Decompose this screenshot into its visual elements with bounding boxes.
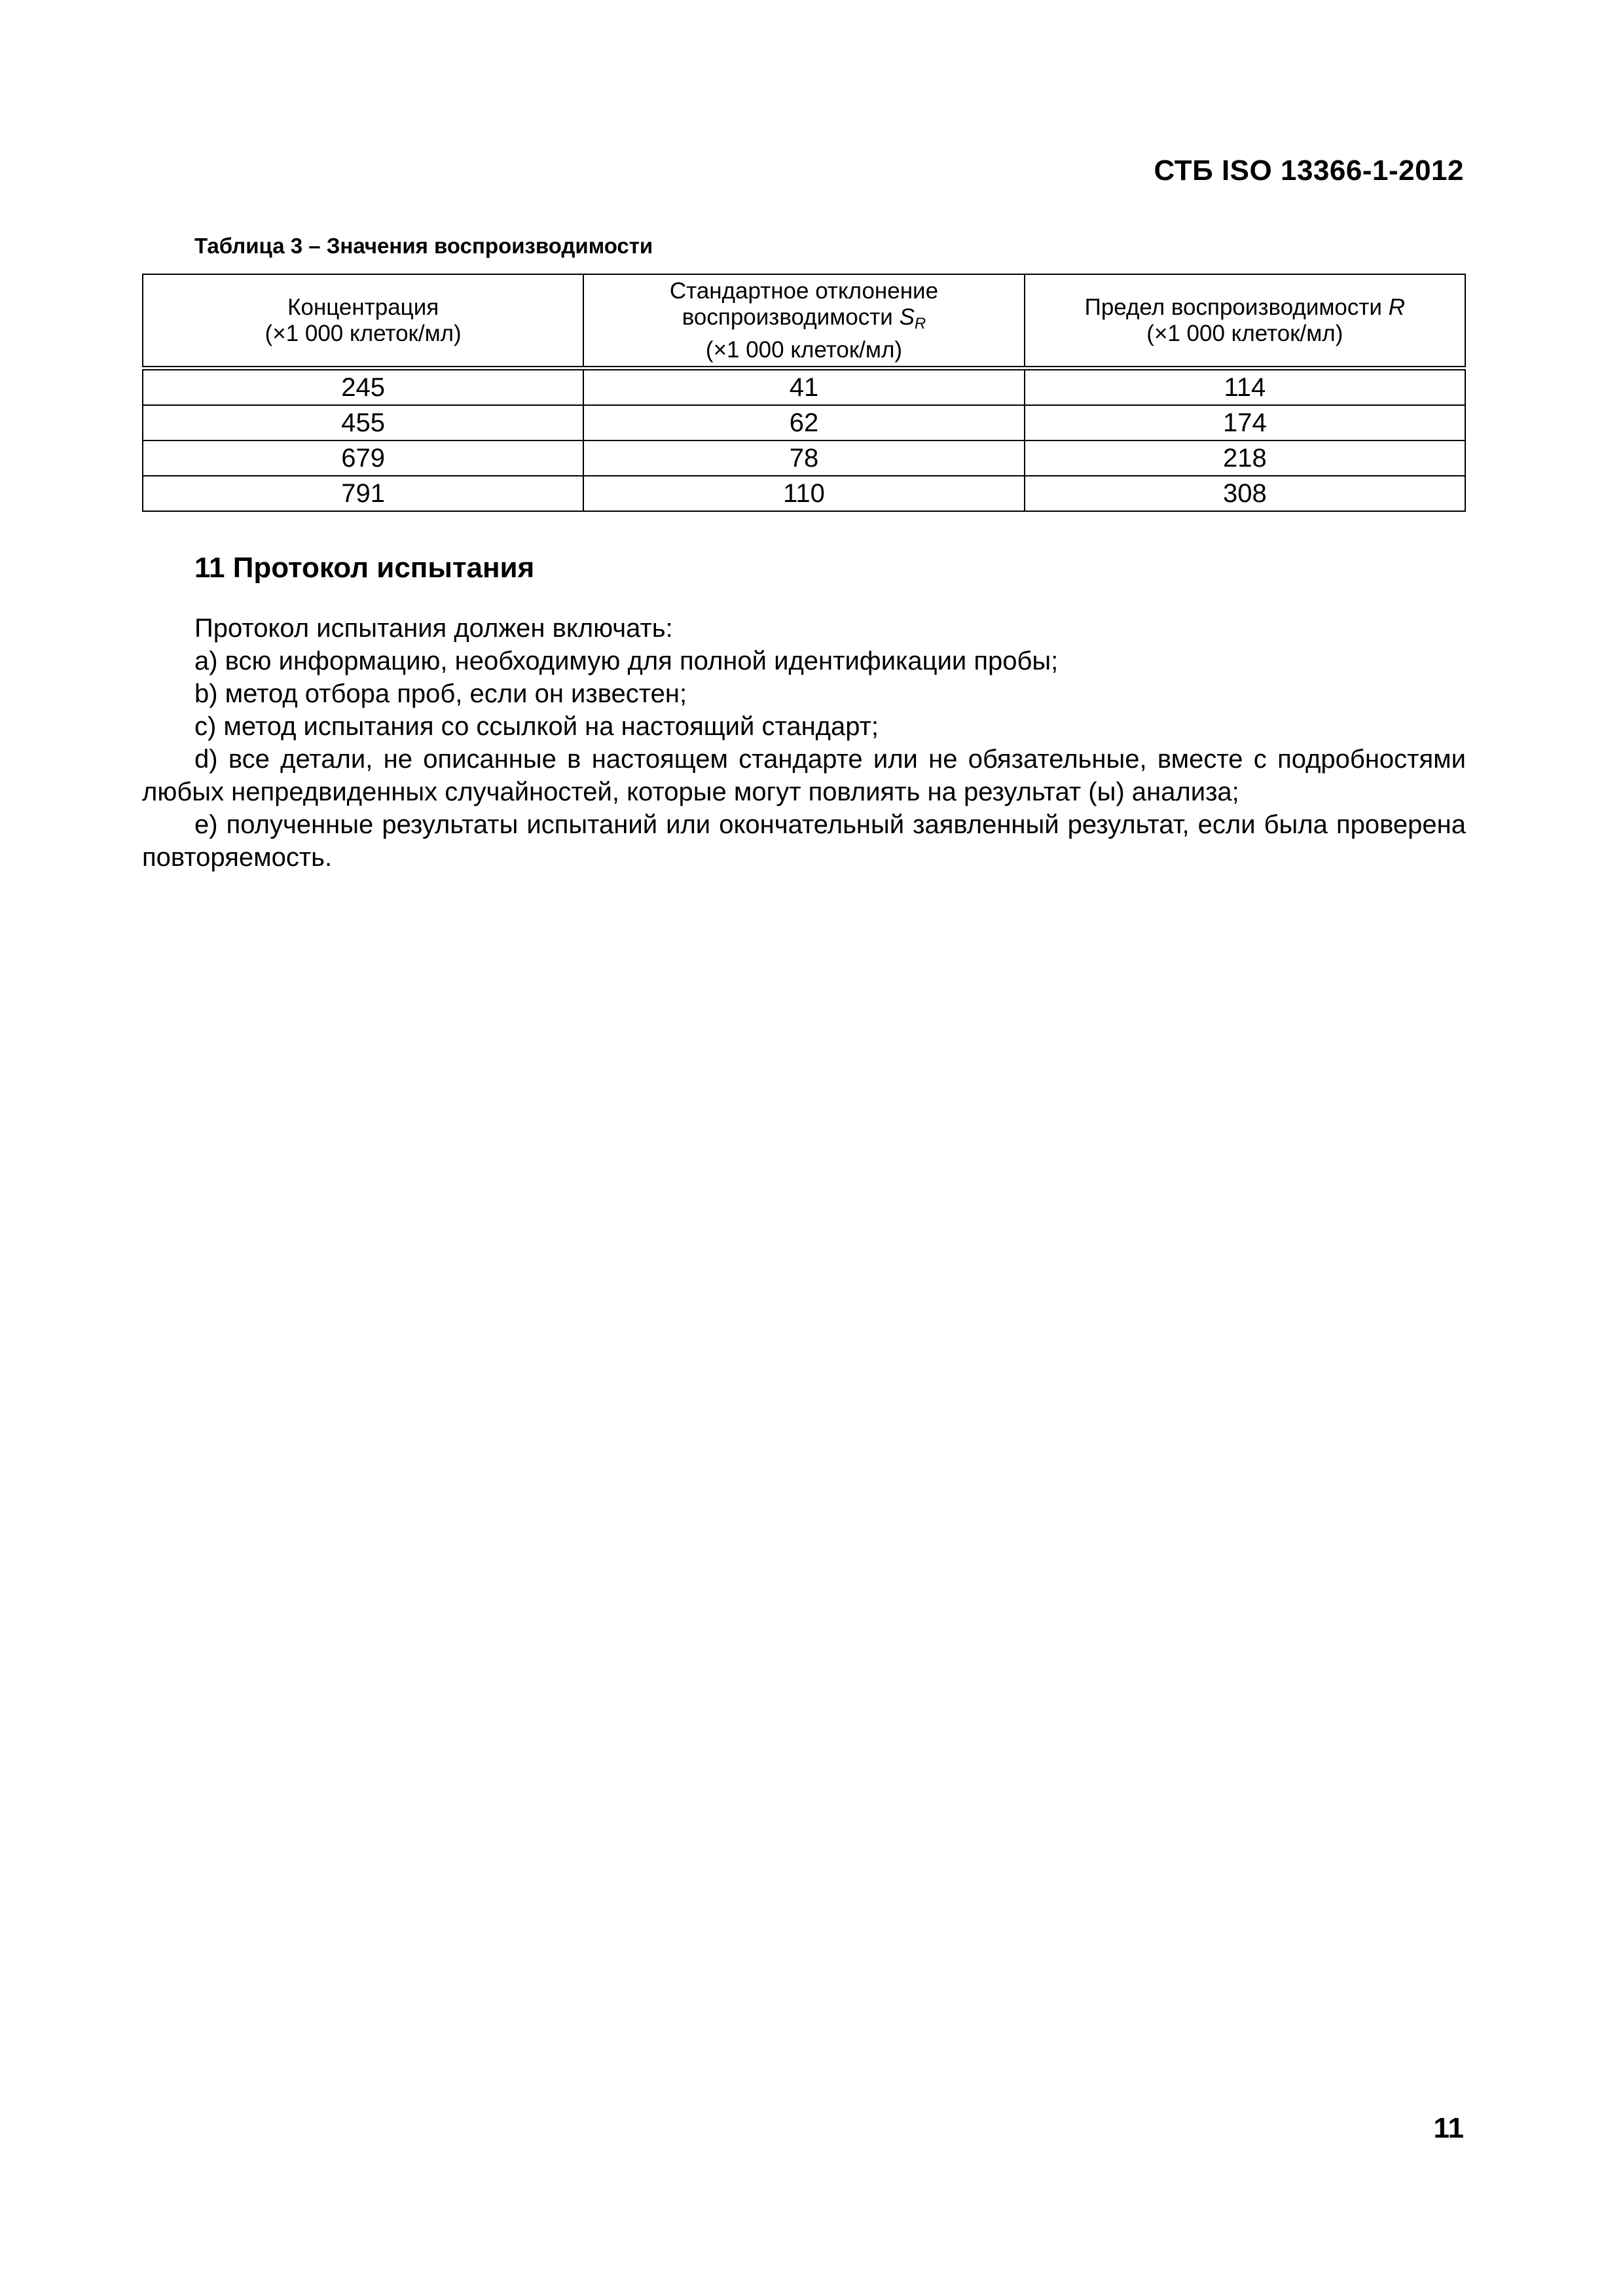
reproducibility-table-container (142, 274, 1466, 512)
table-cell: 62 (583, 405, 1024, 440)
header-line: воспроизводимости (682, 304, 900, 330)
table-header-row (143, 274, 1465, 368)
header-line: Стандартное отклонение (669, 278, 939, 304)
table-cell: 455 (143, 405, 583, 440)
document-id: СТБ ISO 13366-1-2012 (1154, 154, 1464, 187)
symbol-subscript: R (914, 314, 926, 332)
table-row (143, 476, 1465, 511)
table-cell: 110 (583, 476, 1024, 511)
page-number: 11 (1433, 2112, 1464, 2144)
paragraph: e) полученные результаты испытаний или окончательный заявленный результат, если была проверена повторяемость. (142, 810, 1466, 872)
paragraph: a) всю информацию, необходимую для полной идентификации пробы; (194, 647, 1059, 675)
table-caption: Таблица 3 – Значения воспроизводимости (194, 234, 653, 258)
paragraph: Протокол испытания должен включать: (194, 614, 673, 643)
column-header-reproducibility-limit (1025, 274, 1465, 368)
table-cell: 218 (1025, 440, 1465, 476)
paragraph: d) все детали, не описанные в настоящем стандарте или не обязательные, вместе с подробностями любых непредвиденных случайностей, которые могут повлиять на результат (ы) анализа; (142, 745, 1466, 806)
table-cell: 41 (583, 368, 1024, 406)
table-cell: 679 (143, 440, 583, 476)
table-cell: 114 (1025, 368, 1465, 406)
table-cell: 791 (143, 476, 583, 511)
reproducibility-table (142, 274, 1466, 512)
header-line: (×1 000 клеток/мл) (1146, 320, 1343, 346)
header-line: (×1 000 клеток/мл) (264, 320, 462, 346)
header-line: (×1 000 клеток/мл) (705, 336, 903, 363)
section-title: 11 Протокол испытания (194, 552, 535, 584)
paragraph: c) метод испытания со ссылкой на настоящий стандарт; (194, 712, 879, 741)
symbol-sr (900, 304, 926, 330)
column-header-concentration (143, 274, 583, 368)
table-row (143, 440, 1465, 476)
table-cell: 174 (1025, 405, 1465, 440)
column-header-std-deviation (583, 274, 1024, 368)
section-body (142, 612, 1466, 874)
table-cell: 308 (1025, 476, 1465, 511)
table-row (143, 368, 1465, 406)
table-cell: 245 (143, 368, 583, 406)
symbol-r: R (1388, 294, 1405, 320)
paragraph: b) метод отбора проб, если он известен; (194, 679, 687, 708)
table-cell: 78 (583, 440, 1024, 476)
symbol-letter: S (899, 304, 915, 330)
table-row (143, 405, 1465, 440)
header-line: Концентрация (287, 294, 439, 320)
header-line: Предел воспроизводимости (1084, 294, 1389, 320)
